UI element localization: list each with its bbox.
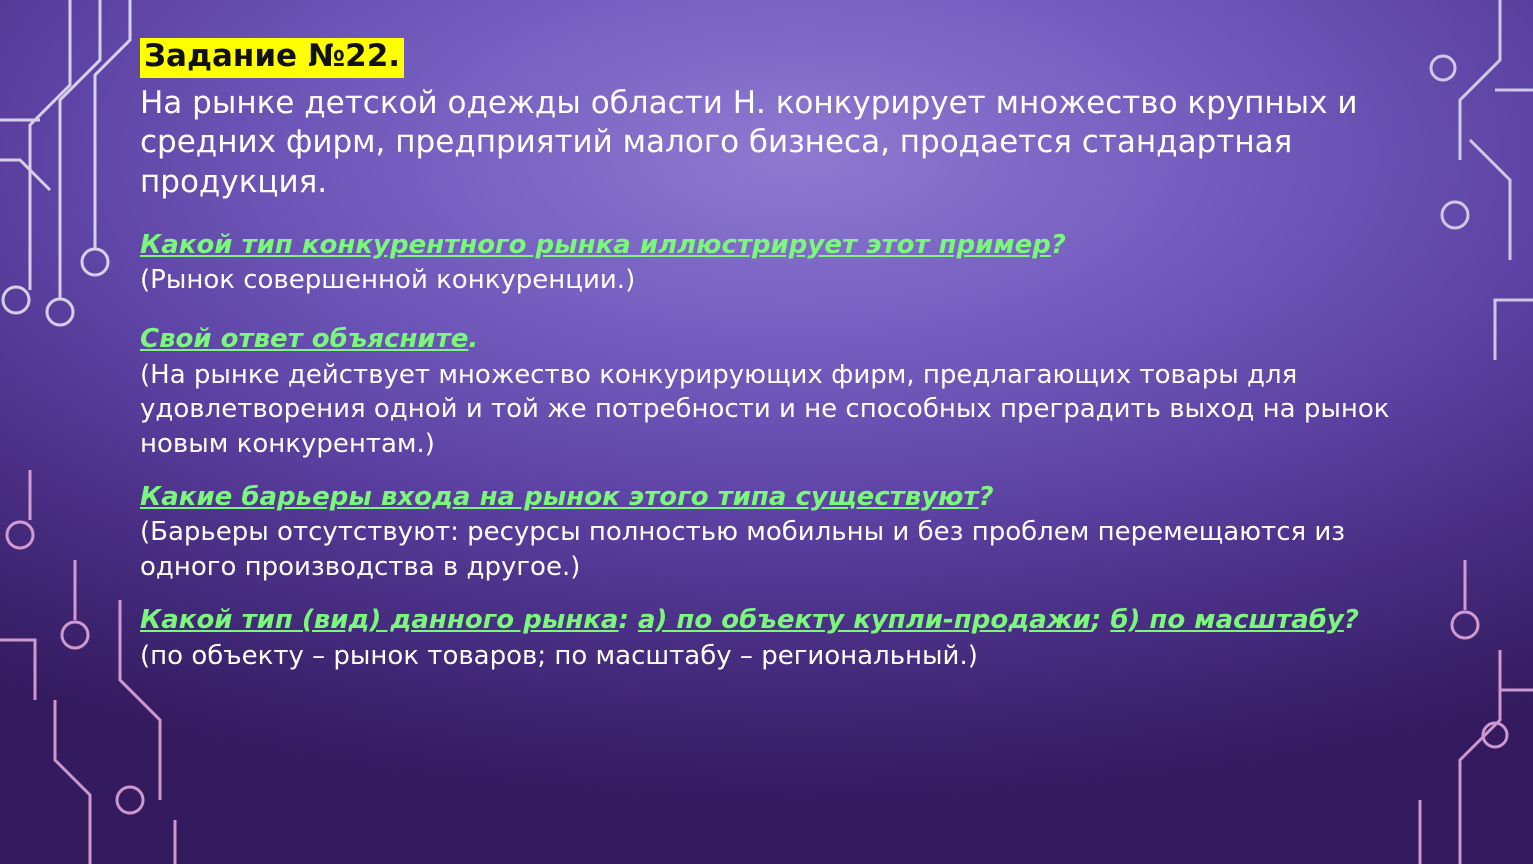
question-2-text: Свой ответ объясните <box>140 324 469 355</box>
question-1 <box>140 229 1440 262</box>
answer-2: (На рынке действует множество конкурирующих фирм, предлагающих товары для удовлетворения одной и той же потребности и не способных преградить выход на рынок новым конкурентам.) <box>140 359 1390 459</box>
page-title: Задание №22. <box>140 38 404 78</box>
intro-paragraph: На рынке детской одежды области Н. конкурирует множество крупных и средних фирм, предприятий малого бизнеса, продается стандартная продукция. <box>140 84 1358 200</box>
answer-1: (Рынок совершенной конкуренции.) <box>140 265 636 296</box>
question-4-tail: ? <box>1343 605 1359 636</box>
question-1-tail: ? <box>1050 229 1066 260</box>
slide-content <box>140 38 1440 673</box>
question-4 <box>140 604 1440 637</box>
question-4-part1: Какой тип (вид) данного рынка <box>140 605 619 636</box>
question-2 <box>140 323 1440 356</box>
question-3-tail: ? <box>978 481 994 512</box>
question-3 <box>140 481 1440 514</box>
question-4-sep1: : <box>618 605 638 636</box>
answer-3: (Барьеры отсутствуют: ресурсы полностью мобильны и без проблем перемещаются из одного производства в другое.) <box>140 517 1346 582</box>
qa-block-4 <box>140 604 1440 673</box>
qa-block-1 <box>140 229 1440 298</box>
question-2-tail: . <box>468 324 479 355</box>
title-row <box>140 38 1440 78</box>
question-3-text: Какие барьеры входа на рынок этого типа существуют <box>140 481 979 512</box>
question-4-sep2: ; <box>1090 605 1111 636</box>
question-4-part2: а) по объекту купли-продажи <box>637 605 1091 636</box>
question-4-part3: б) по масштабу <box>1110 605 1344 636</box>
question-1-text: Какой тип конкурентного рынка иллюстрирует этот пример <box>140 229 1051 260</box>
answer-4: (по объекту – рынок товаров; по масштабу – региональный.) <box>140 640 978 671</box>
qa-block-2 <box>140 323 1440 460</box>
qa-block-3 <box>140 481 1440 584</box>
